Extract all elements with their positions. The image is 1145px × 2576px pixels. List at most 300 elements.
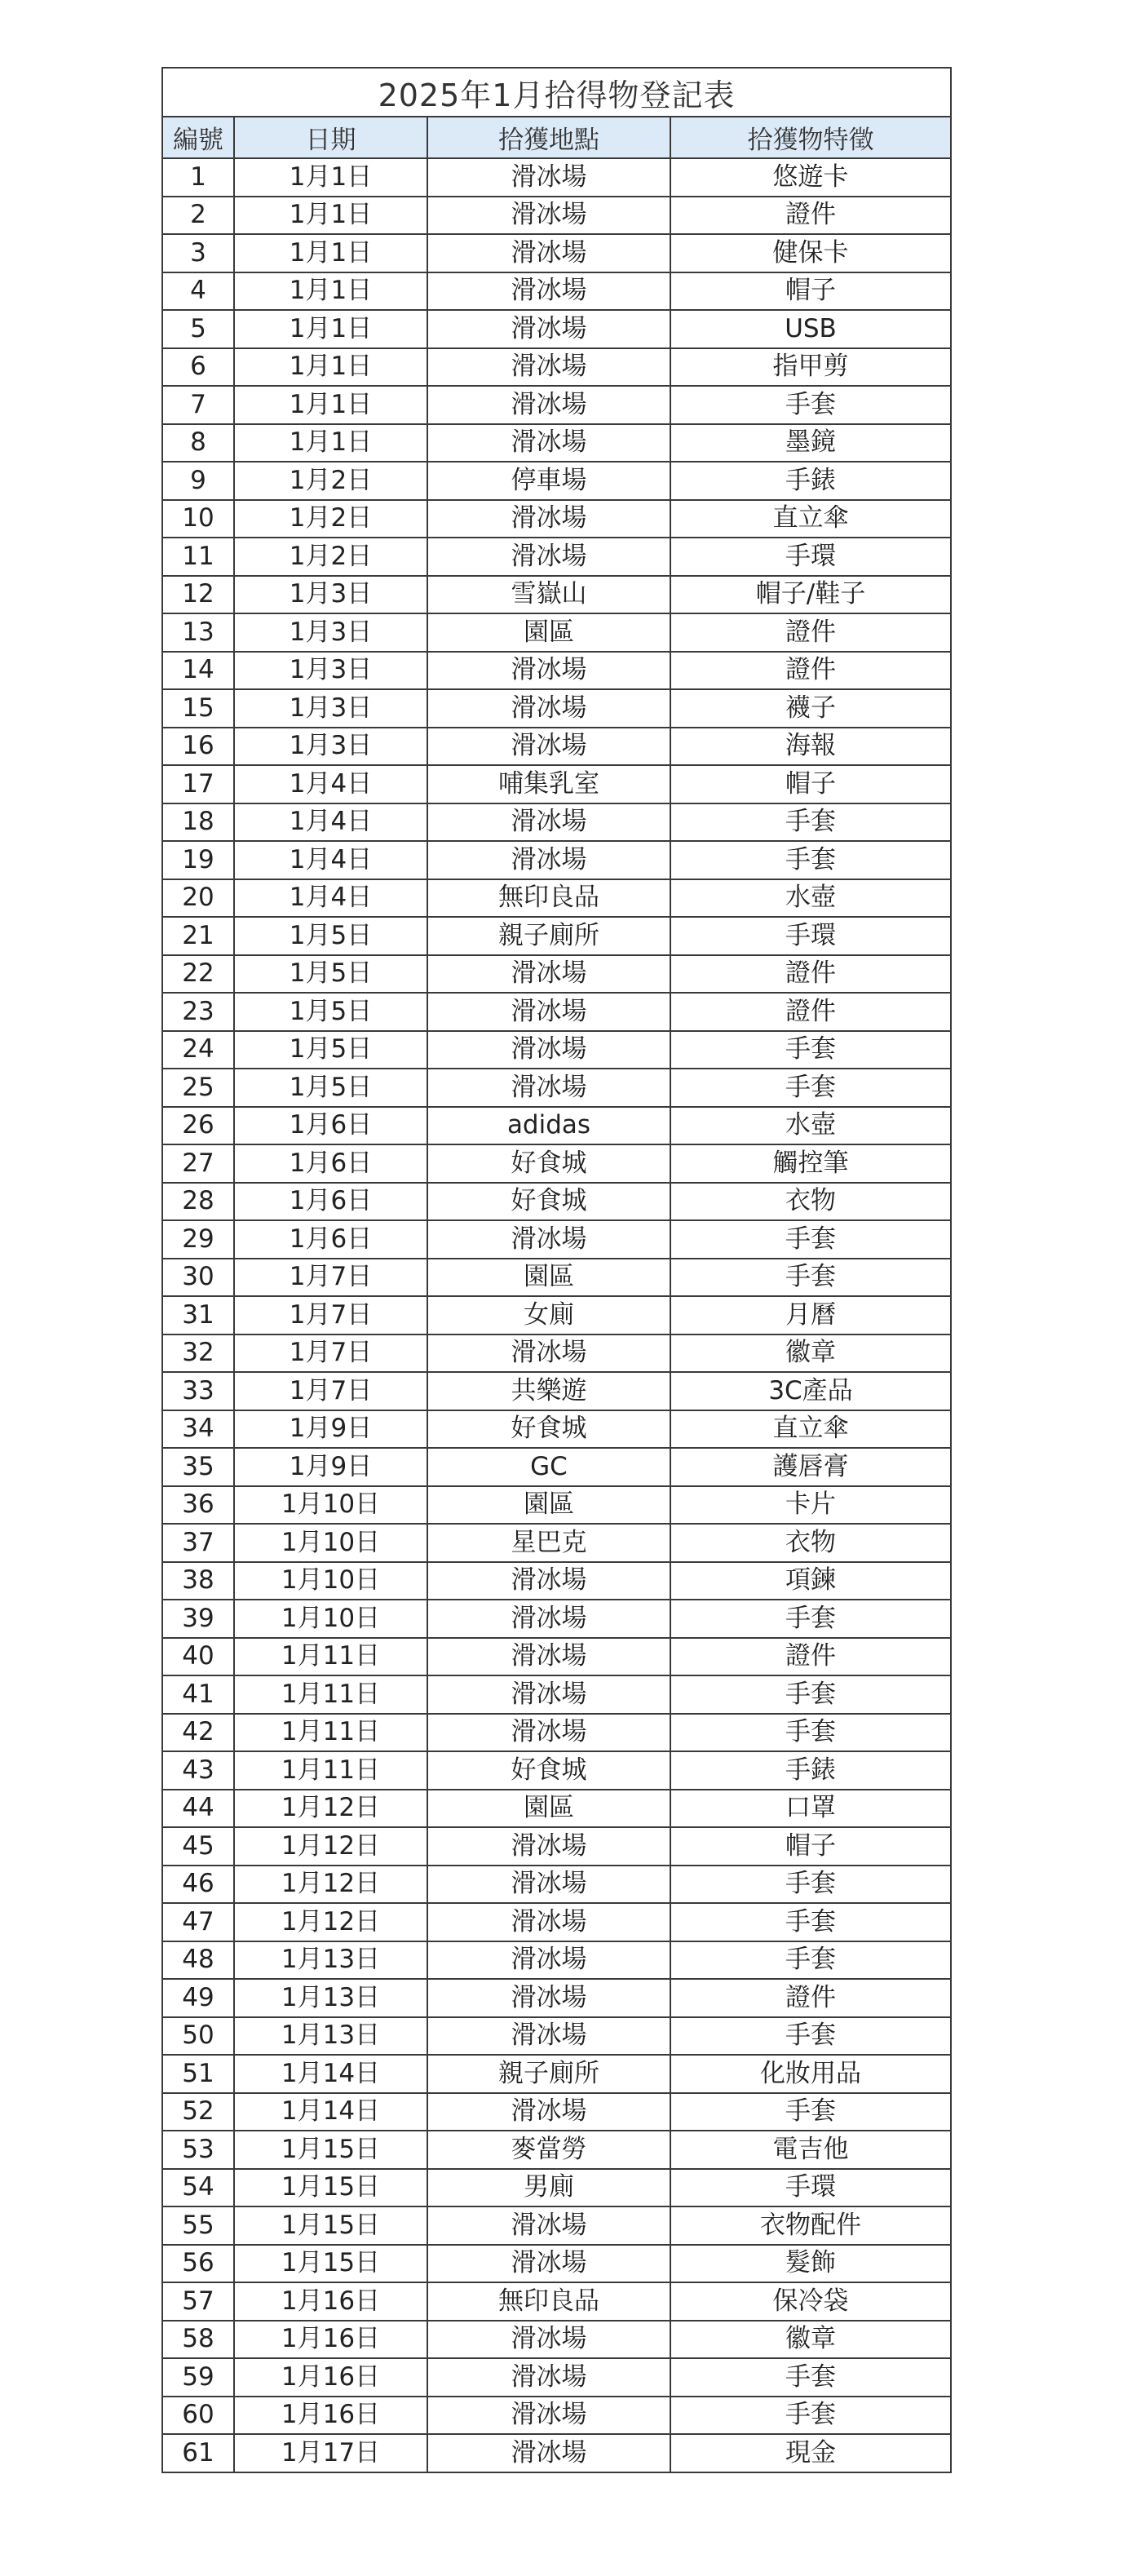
cell-location: 滑冰場 (427, 386, 670, 424)
cell-number: 34 (162, 1410, 234, 1449)
table-row (162, 652, 951, 690)
cell-number: 57 (162, 2282, 234, 2321)
cell-number: 31 (162, 1296, 234, 1334)
table-row (162, 1751, 951, 1790)
cell-item: 手套 (670, 1941, 951, 1980)
cell-date: 1月5日 (234, 917, 427, 955)
cell-location: 滑冰場 (427, 1562, 670, 1600)
cell-item: 證件 (670, 1638, 951, 1676)
cell-location: 停車場 (427, 462, 670, 500)
cell-item: 口罩 (670, 1790, 951, 1828)
cell-location: 滑冰場 (427, 1031, 670, 1069)
table-row (162, 841, 951, 879)
cell-number: 44 (162, 1790, 234, 1828)
cell-number: 40 (162, 1638, 234, 1676)
cell-location: 滑冰場 (427, 652, 670, 690)
table-row (162, 803, 951, 842)
cell-item: 手套 (670, 2017, 951, 2056)
cell-location: 無印良品 (427, 2282, 670, 2321)
cell-item: 直立傘 (670, 1410, 951, 1449)
cell-number: 55 (162, 2206, 234, 2245)
cell-date: 1月12日 (234, 1790, 427, 1828)
cell-number: 42 (162, 1714, 234, 1752)
cell-number: 38 (162, 1562, 234, 1600)
table-row (162, 1941, 951, 1980)
cell-location: 滑冰場 (427, 1220, 670, 1259)
cell-number: 11 (162, 538, 234, 576)
table-row (162, 879, 951, 918)
cell-date: 1月16日 (234, 2282, 427, 2321)
cell-number: 49 (162, 1979, 234, 2017)
table-row (162, 2206, 951, 2245)
cell-item: 帽子/鞋子 (670, 576, 951, 614)
cell-date: 1月4日 (234, 803, 427, 842)
cell-item: 證件 (670, 993, 951, 1031)
cell-number: 54 (162, 2169, 234, 2207)
cell-item: 水壺 (670, 879, 951, 918)
cell-location: 親子廁所 (427, 2055, 670, 2093)
cell-number: 22 (162, 955, 234, 994)
cell-item: 手套 (670, 386, 951, 424)
table-row (162, 1524, 951, 1562)
table-row (162, 1714, 951, 1752)
table-row (162, 728, 951, 766)
cell-number: 5 (162, 310, 234, 348)
table-row (162, 955, 951, 994)
cell-location: 滑冰場 (427, 2017, 670, 2056)
table-row (162, 538, 951, 576)
cell-date: 1月14日 (234, 2055, 427, 2093)
cell-date: 1月13日 (234, 1941, 427, 1980)
cell-date: 1月1日 (234, 272, 427, 311)
cell-item: 3C產品 (670, 1372, 951, 1410)
cell-item: 證件 (670, 613, 951, 652)
table-row (162, 1031, 951, 1069)
cell-number: 59 (162, 2358, 234, 2397)
cell-location: 好食城 (427, 1144, 670, 1183)
table-row (162, 1638, 951, 1676)
cell-number: 13 (162, 613, 234, 652)
cell-location: 滑冰場 (427, 2206, 670, 2245)
cell-date: 1月9日 (234, 1410, 427, 1449)
table-row (162, 993, 951, 1031)
table-row (162, 576, 951, 614)
header-number: 編號 (162, 117, 234, 158)
cell-location: 女廁 (427, 1296, 670, 1334)
cell-location: 滑冰場 (427, 1866, 670, 1904)
cell-location: 滑冰場 (427, 197, 670, 235)
cell-item: 手套 (670, 1031, 951, 1069)
cell-number: 15 (162, 689, 234, 728)
cell-date: 1月6日 (234, 1144, 427, 1183)
cell-date: 1月15日 (234, 2131, 427, 2169)
cell-number: 50 (162, 2017, 234, 2056)
cell-location: 滑冰場 (427, 2358, 670, 2397)
cell-date: 1月2日 (234, 462, 427, 500)
cell-number: 16 (162, 728, 234, 766)
header-item: 拾獲物特徵 (670, 117, 951, 158)
cell-location: 滑冰場 (427, 728, 670, 766)
table-row (162, 424, 951, 463)
cell-date: 1月7日 (234, 1334, 427, 1373)
cell-location: 親子廁所 (427, 917, 670, 955)
table-row (162, 1448, 951, 1486)
cell-item: 觸控筆 (670, 1144, 951, 1183)
cell-item: 化妝用品 (670, 2055, 951, 2093)
cell-location: 滑冰場 (427, 1600, 670, 1638)
cell-item: 卡片 (670, 1486, 951, 1525)
cell-location: 滑冰場 (427, 689, 670, 728)
cell-item: 帽子 (670, 1827, 951, 1866)
cell-date: 1月5日 (234, 1069, 427, 1107)
cell-item: 海報 (670, 728, 951, 766)
cell-number: 6 (162, 348, 234, 387)
cell-date: 1月3日 (234, 652, 427, 690)
cell-item: 徽章 (670, 1334, 951, 1373)
cell-number: 26 (162, 1107, 234, 1145)
cell-date: 1月5日 (234, 1031, 427, 1069)
cell-date: 1月9日 (234, 1448, 427, 1486)
cell-item: 證件 (670, 1979, 951, 2017)
header-date: 日期 (234, 117, 427, 158)
cell-location: 滑冰場 (427, 955, 670, 994)
cell-number: 4 (162, 272, 234, 311)
cell-item: 手套 (670, 803, 951, 842)
cell-item: 衣物 (670, 1524, 951, 1562)
cell-date: 1月10日 (234, 1486, 427, 1525)
cell-number: 24 (162, 1031, 234, 1069)
cell-item: 電吉他 (670, 2131, 951, 2169)
table-row (162, 2245, 951, 2283)
cell-location: 滑冰場 (427, 1334, 670, 1373)
lost-found-table (161, 67, 952, 2473)
cell-location: 滑冰場 (427, 1069, 670, 1107)
cell-date: 1月6日 (234, 1220, 427, 1259)
cell-date: 1月1日 (234, 386, 427, 424)
cell-location: 哺集乳室 (427, 765, 670, 803)
cell-location: 滑冰場 (427, 993, 670, 1031)
cell-date: 1月17日 (234, 2434, 427, 2472)
table-row (162, 2358, 951, 2397)
cell-date: 1月3日 (234, 689, 427, 728)
cell-item: 衣物 (670, 1183, 951, 1221)
table-row (162, 2093, 951, 2131)
table-row (162, 2434, 951, 2472)
cell-location: 好食城 (427, 1410, 670, 1449)
table-row (162, 1107, 951, 1145)
cell-number: 45 (162, 1827, 234, 1866)
table-row (162, 272, 951, 311)
cell-date: 1月2日 (234, 500, 427, 538)
cell-number: 53 (162, 2131, 234, 2169)
cell-location: 無印良品 (427, 879, 670, 918)
cell-location: 星巴克 (427, 1524, 670, 1562)
cell-item: 手套 (670, 841, 951, 879)
cell-date: 1月15日 (234, 2245, 427, 2283)
cell-item: 手套 (670, 1714, 951, 1752)
table-row (162, 2282, 951, 2321)
cell-number: 28 (162, 1183, 234, 1221)
table-row (162, 462, 951, 500)
cell-number: 29 (162, 1220, 234, 1259)
cell-item: 現金 (670, 2434, 951, 2472)
cell-date: 1月11日 (234, 1675, 427, 1714)
cell-number: 12 (162, 576, 234, 614)
cell-location: 滑冰場 (427, 1941, 670, 1980)
cell-location: 滑冰場 (427, 2434, 670, 2472)
cell-item: 月曆 (670, 1296, 951, 1334)
table-row (162, 1562, 951, 1600)
cell-date: 1月5日 (234, 955, 427, 994)
cell-item: 手套 (670, 2358, 951, 2397)
table-row (162, 1069, 951, 1107)
table-row (162, 1600, 951, 1638)
table-row (162, 2017, 951, 2056)
cell-number: 60 (162, 2397, 234, 2435)
cell-location: 園區 (427, 613, 670, 652)
table-row (162, 613, 951, 652)
cell-date: 1月1日 (234, 158, 427, 197)
cell-location: 滑冰場 (427, 2245, 670, 2283)
table-row (162, 310, 951, 348)
cell-item: 手錶 (670, 1751, 951, 1790)
cell-date: 1月16日 (234, 2358, 427, 2397)
cell-number: 37 (162, 1524, 234, 1562)
table-row (162, 1827, 951, 1866)
cell-item: 護唇膏 (670, 1448, 951, 1486)
cell-date: 1月13日 (234, 2017, 427, 2056)
cell-number: 41 (162, 1675, 234, 1714)
cell-location: 滑冰場 (427, 500, 670, 538)
table-row (162, 1220, 951, 1259)
cell-item: 手套 (670, 1600, 951, 1638)
cell-item: 證件 (670, 197, 951, 235)
cell-location: 滑冰場 (427, 803, 670, 842)
cell-location: 滑冰場 (427, 1714, 670, 1752)
cell-date: 1月10日 (234, 1524, 427, 1562)
cell-date: 1月2日 (234, 538, 427, 576)
cell-date: 1月10日 (234, 1600, 427, 1638)
cell-date: 1月3日 (234, 576, 427, 614)
cell-item: 指甲剪 (670, 348, 951, 387)
cell-number: 14 (162, 652, 234, 690)
table-row (162, 1144, 951, 1183)
table-row (162, 1334, 951, 1373)
cell-number: 1 (162, 158, 234, 197)
cell-date: 1月12日 (234, 1866, 427, 1904)
cell-date: 1月1日 (234, 234, 427, 272)
cell-item: 水壺 (670, 1107, 951, 1145)
cell-location: 滑冰場 (427, 158, 670, 197)
cell-number: 39 (162, 1600, 234, 1638)
cell-location: 滑冰場 (427, 841, 670, 879)
cell-date: 1月6日 (234, 1183, 427, 1221)
cell-date: 1月3日 (234, 728, 427, 766)
table-row (162, 2131, 951, 2169)
cell-date: 1月14日 (234, 2093, 427, 2131)
cell-date: 1月4日 (234, 879, 427, 918)
cell-date: 1月7日 (234, 1372, 427, 1410)
cell-location: 滑冰場 (427, 272, 670, 311)
cell-item: USB (670, 310, 951, 348)
cell-number: 20 (162, 879, 234, 918)
cell-number: 52 (162, 2093, 234, 2131)
table-row (162, 1979, 951, 2017)
cell-date: 1月5日 (234, 993, 427, 1031)
table-row (162, 1903, 951, 1941)
cell-location: 滑冰場 (427, 2397, 670, 2435)
cell-number: 36 (162, 1486, 234, 1525)
cell-date: 1月16日 (234, 2397, 427, 2435)
table-row (162, 234, 951, 272)
cell-date: 1月7日 (234, 1296, 427, 1334)
cell-number: 30 (162, 1259, 234, 1297)
cell-number: 18 (162, 803, 234, 842)
header-location: 拾獲地點 (427, 117, 670, 158)
table-row (162, 1790, 951, 1828)
cell-number: 27 (162, 1144, 234, 1183)
cell-number: 58 (162, 2321, 234, 2359)
cell-location: 滑冰場 (427, 1903, 670, 1941)
cell-item: 手套 (670, 1866, 951, 1904)
cell-date: 1月11日 (234, 1714, 427, 1752)
cell-location: 好食城 (427, 1183, 670, 1221)
table-body (162, 158, 951, 2472)
cell-date: 1月1日 (234, 424, 427, 463)
cell-date: 1月4日 (234, 765, 427, 803)
cell-number: 47 (162, 1903, 234, 1941)
cell-location: 好食城 (427, 1751, 670, 1790)
cell-date: 1月12日 (234, 1903, 427, 1941)
cell-number: 7 (162, 386, 234, 424)
cell-location: 共樂遊 (427, 1372, 670, 1410)
cell-number: 19 (162, 841, 234, 879)
cell-item: 手套 (670, 1259, 951, 1297)
cell-number: 51 (162, 2055, 234, 2093)
cell-date: 1月1日 (234, 197, 427, 235)
table-title: 2025年1月拾得物登記表 (162, 68, 951, 117)
cell-location: adidas (427, 1107, 670, 1145)
cell-date: 1月1日 (234, 310, 427, 348)
cell-item: 襪子 (670, 689, 951, 728)
cell-item: 手環 (670, 2169, 951, 2207)
cell-number: 3 (162, 234, 234, 272)
cell-date: 1月4日 (234, 841, 427, 879)
cell-number: 25 (162, 1069, 234, 1107)
cell-location: 滑冰場 (427, 1675, 670, 1714)
title-row (162, 68, 951, 117)
cell-location: 園區 (427, 1790, 670, 1828)
cell-number: 33 (162, 1372, 234, 1410)
cell-number: 2 (162, 197, 234, 235)
cell-location: 滑冰場 (427, 348, 670, 387)
cell-number: 48 (162, 1941, 234, 1980)
cell-location: 滑冰場 (427, 1827, 670, 1866)
cell-location: 滑冰場 (427, 424, 670, 463)
cell-location: 園區 (427, 1259, 670, 1297)
cell-number: 23 (162, 993, 234, 1031)
cell-item: 手套 (670, 1675, 951, 1714)
cell-location: 滑冰場 (427, 1979, 670, 2017)
table-row (162, 386, 951, 424)
cell-date: 1月12日 (234, 1827, 427, 1866)
cell-item: 帽子 (670, 272, 951, 311)
cell-item: 手套 (670, 1069, 951, 1107)
cell-item: 徽章 (670, 2321, 951, 2359)
cell-number: 56 (162, 2245, 234, 2283)
cell-location: GC (427, 1448, 670, 1486)
cell-location: 滑冰場 (427, 538, 670, 576)
cell-date: 1月6日 (234, 1107, 427, 1145)
cell-date: 1月15日 (234, 2169, 427, 2207)
cell-location: 麥當勞 (427, 2131, 670, 2169)
cell-date: 1月11日 (234, 1751, 427, 1790)
table-row (162, 1372, 951, 1410)
table-row (162, 1486, 951, 1525)
cell-date: 1月10日 (234, 1562, 427, 1600)
cell-item: 健保卡 (670, 234, 951, 272)
table-row (162, 1410, 951, 1449)
cell-date: 1月3日 (234, 613, 427, 652)
cell-item: 悠遊卡 (670, 158, 951, 197)
cell-item: 手套 (670, 2397, 951, 2435)
table-row (162, 1866, 951, 1904)
cell-location: 園區 (427, 1486, 670, 1525)
cell-number: 46 (162, 1866, 234, 1904)
cell-number: 10 (162, 500, 234, 538)
table-row (162, 917, 951, 955)
cell-location: 滑冰場 (427, 1638, 670, 1676)
cell-date: 1月1日 (234, 348, 427, 387)
cell-item: 髮飾 (670, 2245, 951, 2283)
cell-date: 1月13日 (234, 1979, 427, 2017)
cell-number: 9 (162, 462, 234, 500)
cell-location: 男廁 (427, 2169, 670, 2207)
table-row (162, 197, 951, 235)
table-row (162, 158, 951, 197)
cell-item: 證件 (670, 652, 951, 690)
header-row (162, 117, 951, 158)
cell-item: 帽子 (670, 765, 951, 803)
cell-item: 手套 (670, 2093, 951, 2131)
table-row (162, 765, 951, 803)
cell-item: 保冷袋 (670, 2282, 951, 2321)
table-row (162, 1183, 951, 1221)
table-row (162, 2397, 951, 2435)
cell-number: 21 (162, 917, 234, 955)
table-row (162, 1296, 951, 1334)
table-row (162, 1259, 951, 1297)
cell-item: 手環 (670, 538, 951, 576)
cell-item: 墨鏡 (670, 424, 951, 463)
cell-location: 雪嶽山 (427, 576, 670, 614)
cell-item: 項鍊 (670, 1562, 951, 1600)
table-row (162, 2169, 951, 2207)
table-row (162, 1675, 951, 1714)
table-row (162, 2321, 951, 2359)
cell-item: 衣物配件 (670, 2206, 951, 2245)
cell-date: 1月11日 (234, 1638, 427, 1676)
cell-item: 手環 (670, 917, 951, 955)
cell-location: 滑冰場 (427, 2093, 670, 2131)
cell-item: 手套 (670, 1220, 951, 1259)
table-row (162, 689, 951, 728)
cell-item: 證件 (670, 955, 951, 994)
cell-date: 1月7日 (234, 1259, 427, 1297)
cell-number: 35 (162, 1448, 234, 1486)
cell-number: 32 (162, 1334, 234, 1373)
cell-date: 1月16日 (234, 2321, 427, 2359)
